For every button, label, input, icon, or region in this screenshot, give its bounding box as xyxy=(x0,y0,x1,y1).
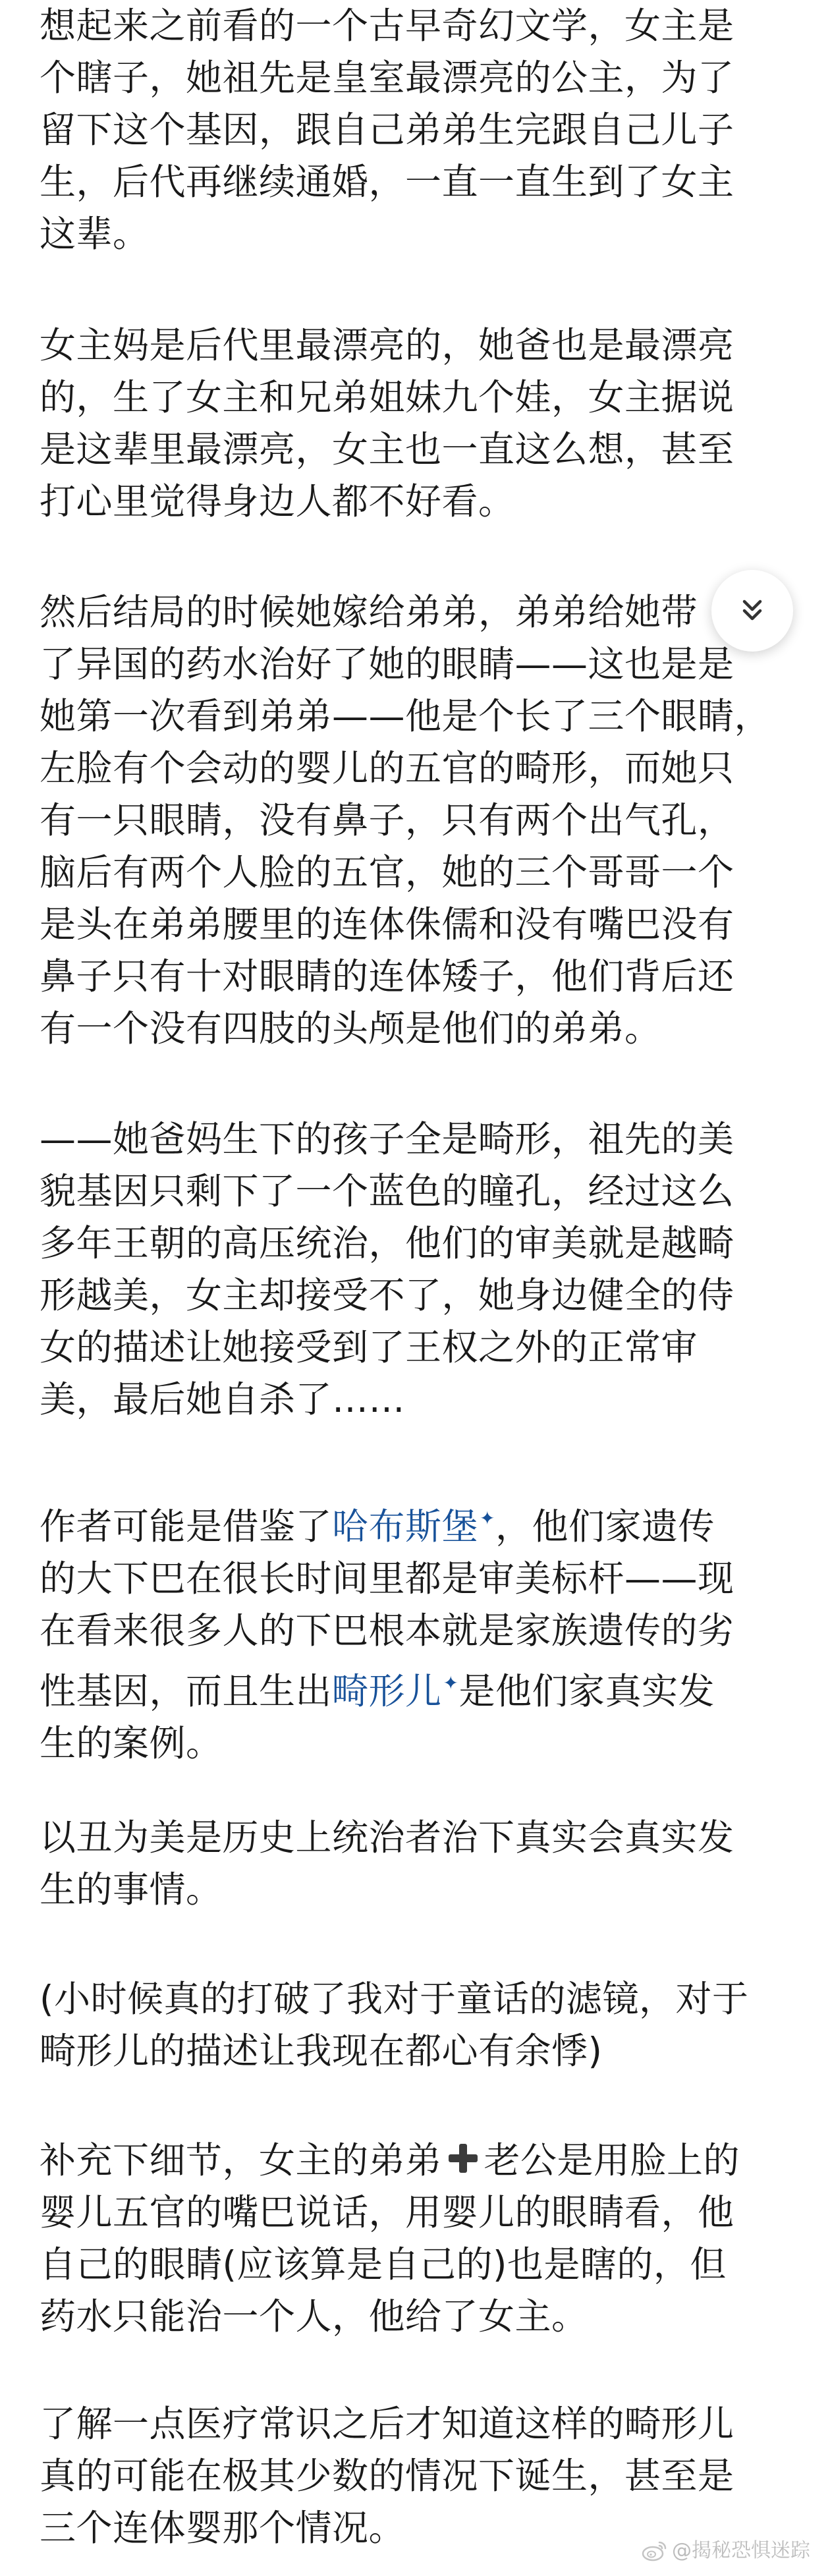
watermark xyxy=(642,2538,810,2564)
text-line: 留下这个基因，跟自己弟弟生完跟自己儿子 xyxy=(40,109,734,151)
paragraph-1 xyxy=(40,0,734,260)
chevron-double-down-icon xyxy=(736,595,768,627)
paragraph-4 xyxy=(40,1113,734,1426)
collapse-button[interactable] xyxy=(711,570,793,652)
text-line: 药水只能治一个人，他给了女主。 xyxy=(40,2295,588,2338)
text-line: 婴儿五官的嘴巴说话，用婴儿的眼睛看，他 xyxy=(40,2191,734,2233)
text-line: 有一只眼睛，没有鼻子，只有两个出气孔， xyxy=(40,799,734,841)
paragraph-7 xyxy=(40,1973,748,2077)
paragraph-3 xyxy=(40,586,771,1055)
link-marker-icon: ✦ xyxy=(480,1507,495,1529)
text-segment: 性基因，而且生出 xyxy=(40,1670,333,1712)
text-line: 貌基因只剩下了一个蓝色的瞳孔，经过这么 xyxy=(40,1170,734,1212)
paragraph-2 xyxy=(40,320,734,528)
plus-emoji-icon xyxy=(445,2140,482,2177)
text-line xyxy=(40,2135,740,2187)
text-line: 打心里觉得身边人都不好看。 xyxy=(40,480,515,522)
text-segment: 作者可能是借鉴了 xyxy=(40,1505,333,1548)
text-line: 的大下巴在很长时间里都是审美标杆——现 xyxy=(40,1557,734,1600)
text-line: 了解一点医疗常识之后才知道这样的畸形儿 xyxy=(40,2403,734,2445)
text-line: 畸形儿的描述让我现在都心有余悸) xyxy=(40,2030,603,2072)
text-line: 多年王朝的高压统治，他们的审美就是越畸 xyxy=(40,1222,734,1264)
text-segment: 补充下细节，女主的弟弟 xyxy=(40,2139,442,2181)
text-line: ——她爸妈生下的孩子全是畸形，祖先的美 xyxy=(40,1118,734,1160)
text-line: 她第一次看到弟弟——他是个长了三个眼睛， xyxy=(40,695,771,737)
text-line: 美，最后她自杀了…… xyxy=(40,1378,406,1420)
text-line: 三个连体婴那个情况。 xyxy=(40,2507,406,2549)
text-line: 个瞎子，她祖先是皇室最漂亮的公主，为了 xyxy=(40,57,734,99)
text-line: 有一个没有四肢的头颅是他们的弟弟。 xyxy=(40,1007,661,1050)
text-line: 脑后有两个人脸的五官，她的三个哥哥一个 xyxy=(40,851,734,893)
text-segment: 老公是用脸上的 xyxy=(484,2139,740,2181)
text-line: 左脸有个会动的婴儿的五官的畸形，而她只 xyxy=(40,747,734,789)
paragraph-5 xyxy=(40,1492,734,1770)
weibo-logo-icon xyxy=(642,2540,668,2562)
text-line: 鼻子只有十对眼睛的连体矮子，他们背后还 xyxy=(40,955,734,997)
text-line: 是这辈里最漂亮，女主也一直这么想，甚至 xyxy=(40,428,734,470)
text-segment: 是他们家真实发 xyxy=(458,1670,715,1712)
text-line: 的，生了女主和兄弟姐妹九个娃，女主据说 xyxy=(40,376,734,418)
habsburg-link[interactable]: 哈布斯堡 xyxy=(332,1505,479,1548)
text-line: 生，后代再继续通婚，一直一直生到了女主 xyxy=(40,161,734,203)
text-line: 女主妈是后代里最漂亮的，她爸也是最漂亮 xyxy=(40,324,734,366)
deformed-child-link[interactable]: 畸形儿 xyxy=(332,1670,442,1712)
text-line: 在看来很多人的下巴根本就是家族遗传的劣 xyxy=(40,1610,734,1652)
text-line: 生的事情。 xyxy=(40,1868,223,1911)
link-marker-icon: ✦ xyxy=(443,1672,459,1694)
text-line: 形越美，女主却接受不了，她身边健全的侍 xyxy=(40,1274,734,1316)
text-line: 想起来之前看的一个古早奇幻文学，女主是 xyxy=(40,5,734,47)
text-line: 生的案例。 xyxy=(40,1722,223,1764)
text-line: 以丑为美是历史上统治者治下真实会真实发 xyxy=(40,1816,734,1859)
text-segment: ，他们家遗传 xyxy=(495,1505,715,1548)
watermark-text: @揭秘恐惧迷踪 xyxy=(672,2539,810,2562)
paragraph-9 xyxy=(40,2398,734,2554)
text-line xyxy=(40,1492,734,1553)
paragraph-6 xyxy=(40,1812,734,1916)
text-line: 女的描述让她接受到了王权之外的正常审 xyxy=(40,1326,698,1368)
text-line: 了异国的药水治好了她的眼睛——这也是是 xyxy=(40,643,734,685)
text-line: 真的可能在极其少数的情况下诞生，甚至是 xyxy=(40,2455,734,2497)
paragraph-8 xyxy=(40,2135,740,2343)
text-line xyxy=(40,1657,734,1718)
text-line: 这辈。 xyxy=(40,213,150,255)
text-line: 然后结局的时候她嫁给弟弟，弟弟给她带 xyxy=(40,591,698,633)
text-line: (小时候真的打破了我对于童话的滤镜，对于 xyxy=(40,1978,749,2020)
text-line: 自己的眼睛(应该算是自己的)也是瞎的，但 xyxy=(40,2243,727,2285)
text-line: 是头在弟弟腰里的连体侏儒和没有嘴巴没有 xyxy=(40,903,734,945)
